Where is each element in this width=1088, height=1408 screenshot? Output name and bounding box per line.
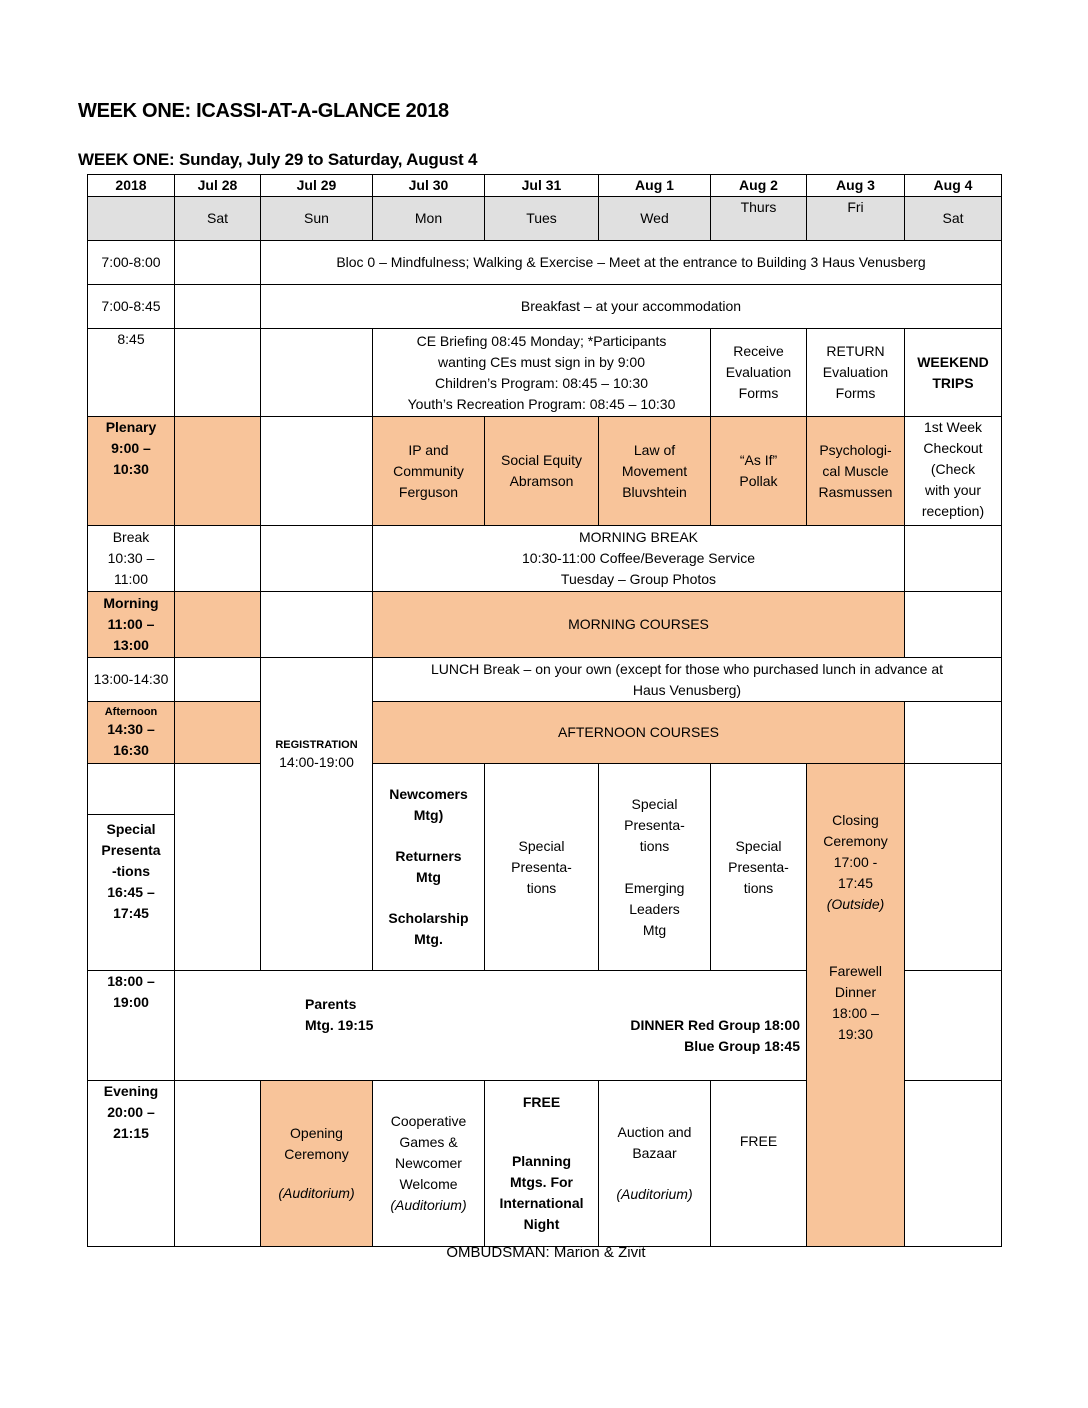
cell-line: 19:00 [113, 994, 149, 1010]
empty-cell [175, 1081, 261, 1247]
cell-line: Rasmussen [818, 483, 893, 500]
cell-line: Farewell [829, 963, 882, 979]
cell-line: Afternoon [104, 705, 158, 718]
cell-line: 14:30 – [107, 720, 155, 737]
time-cell [88, 526, 175, 592]
cell-line: 17:00 - [833, 854, 878, 870]
cell-line: Leaders [629, 900, 680, 917]
header-day: Fri [807, 197, 905, 241]
cell-line: 17:45 [113, 905, 149, 921]
document-subtitle: WEEK ONE: Sunday, July 29 to Saturday, August 4 [78, 150, 478, 169]
cell-line: Dinner [834, 984, 877, 1000]
cell-line: Games & [399, 1134, 458, 1150]
cell-line: Planning [511, 1153, 572, 1169]
cell-line: Cooperative [390, 1113, 467, 1129]
weekend-trips-cell [905, 329, 1002, 417]
empty-cell [261, 526, 373, 592]
row-breakfast [88, 285, 1002, 329]
cell-line: Mtg [642, 921, 667, 938]
time-cell: 7:00-8:00 [88, 241, 175, 285]
row-afternoon [88, 702, 1002, 764]
empty-cell [175, 764, 261, 971]
cell-line: Presenta- [624, 816, 685, 833]
header-date: Jul 31 [485, 175, 599, 197]
header-day: Wed [599, 197, 711, 241]
afternoon-courses-cell: AFTERNOON COURSES [373, 702, 905, 764]
header-date: Aug 3 [807, 175, 905, 197]
empty-cell [261, 592, 373, 658]
cell-line: Law of [633, 441, 676, 458]
ombudsman-footer [0, 1244, 1088, 1261]
cell-line: Presenta- [728, 858, 789, 875]
cell-line: Ceremony [823, 833, 888, 849]
special-presentations-cell [599, 764, 711, 971]
cell-line: Evaluation [725, 364, 792, 380]
footer-text: OMBUDSMAN: Marion & Zivit [446, 1244, 646, 1261]
cell-line: Evaluation [822, 364, 889, 380]
cell-line: FREE [739, 1133, 778, 1149]
cell-line: 16:45 – [107, 884, 155, 900]
cell-line: Special [631, 795, 678, 812]
cell-line: Tuesday – Group Photos [560, 571, 717, 587]
special-presentations-cell [711, 764, 807, 971]
plenary-cell [485, 417, 599, 526]
checkout-cell [905, 417, 1002, 526]
cell-line: tions [639, 837, 670, 854]
cell-line: Mtg. [414, 931, 443, 947]
cell-line: 10:30 [113, 461, 149, 477]
row-break [88, 526, 1002, 592]
cell-line: 10:30-11:00 Coffee/Beverage Service [522, 550, 755, 566]
empty-cell [261, 329, 373, 417]
cell-line: DINNER Red Group 18:00 [630, 1016, 800, 1033]
empty-cell [261, 417, 373, 526]
cell-line: Blue Group 18:45 [684, 1037, 800, 1054]
cell-line: REGISTRATION [275, 739, 358, 751]
row-special [88, 764, 1002, 971]
return-forms-cell [807, 329, 905, 417]
header-day: Tues [485, 197, 599, 241]
cell-line: 19:30 [837, 1026, 874, 1042]
cell-line: Presenta [101, 842, 161, 858]
cell-line: 17:45 [837, 875, 874, 891]
opening-ceremony-cell [261, 1081, 373, 1247]
bloc-0-cell: Bloc 0 – Mindfulness; Walking & Exercise – Meet at the entrance to Building 3 Haus Venusberg [261, 241, 1002, 285]
cell-line: 18:00 – [107, 973, 155, 989]
free-planning-cell [485, 1081, 599, 1247]
time-cell: 13:00-14:30 [88, 658, 175, 702]
cell-line: Movement [621, 462, 688, 479]
cell-line: Scholarship [388, 910, 469, 926]
empty-cell [905, 1081, 1002, 1247]
morning-courses-cell: MORNING COURSES [373, 592, 905, 658]
cell-line: (Outside) [826, 896, 885, 912]
cell-line: 10:30 – [107, 550, 155, 566]
cell-line: (Auditorium) [278, 1185, 355, 1201]
cell-line: 9:00 – [111, 440, 151, 456]
row-lunch [88, 658, 1002, 702]
cell-line: International [499, 1195, 584, 1211]
cell-line: “As If” [739, 452, 778, 468]
header-day-row [88, 197, 1002, 241]
morning-break-cell [373, 526, 905, 592]
ce-line: Children’s Program: 08:45 – 10:30 [435, 374, 648, 391]
empty-cell [905, 592, 1002, 658]
cell-line: Ceremony [284, 1146, 349, 1162]
cell-line: LUNCH Break – on your own (except for those who purchased lunch in advance at [430, 660, 944, 677]
header-year: 2018 [88, 175, 175, 197]
cell-line: reception) [921, 503, 985, 519]
cell-line: 21:15 [113, 1125, 149, 1141]
cell-line: (Auditorium) [390, 1197, 467, 1213]
cell-line: Special [518, 837, 565, 854]
lunch-cell [373, 658, 1002, 702]
empty-cell [175, 702, 261, 764]
header-day: Sat [175, 197, 261, 241]
cell-line: Checkout [923, 440, 983, 456]
cell-line: Morning [103, 595, 159, 611]
time-cell: 7:00-8:45 [88, 285, 175, 329]
cell-line: cal Muscle [822, 462, 889, 479]
cell-line: 16:30 [113, 741, 149, 758]
cell-line: Auction and [617, 1124, 692, 1140]
plenary-cell [599, 417, 711, 526]
time-cell [88, 417, 175, 526]
cell-line: Abramson [509, 473, 574, 489]
registration-cell [261, 658, 373, 971]
cell-line: Break [112, 529, 150, 545]
cell-line: Evening [103, 1083, 159, 1099]
time-cell: 8:45 [88, 329, 175, 417]
time-cell [88, 764, 175, 971]
header-date: Aug 2 [711, 175, 807, 197]
header-date-row [88, 175, 1002, 197]
cell-line: 11:00 [114, 571, 148, 587]
empty-cell [175, 285, 261, 329]
header-date: Jul 29 [261, 175, 373, 197]
cell-line: 1st Week [923, 419, 983, 435]
cell-line: 11:00 – [107, 616, 155, 632]
empty-cell [905, 702, 1002, 764]
header-day: Thurs [711, 197, 807, 241]
time-cell [88, 702, 175, 764]
document-title: WEEK ONE: ICASSI-AT-A-GLANCE 2018 [78, 100, 449, 122]
schedule-table [87, 174, 1002, 1247]
plenary-cell [373, 417, 485, 526]
cell-line: Haus Venusberg) [632, 681, 742, 698]
special-presentations-cell [485, 764, 599, 971]
time-cell [88, 971, 175, 1081]
auction-cell [599, 1081, 711, 1247]
cell-line: RETURN [826, 343, 885, 359]
cell-line: Returners [395, 848, 462, 864]
cell-line: Ferguson [398, 483, 459, 500]
cell-line: Social Equity [501, 452, 582, 468]
ce-line: CE Briefing 08:45 Monday; *Participants [416, 332, 667, 349]
cell-line: Mtg) [413, 807, 444, 823]
plenary-cell [711, 417, 807, 526]
cell-line: Mtg [416, 869, 441, 885]
empty-cell [175, 241, 261, 285]
time-cell [88, 1081, 175, 1247]
header-day: Sun [261, 197, 373, 241]
empty-cell [905, 971, 1002, 1081]
cell-line: Special [735, 837, 782, 854]
cell-line: Plenary [105, 419, 157, 435]
cell-line: Special [106, 821, 156, 837]
header-date: Jul 28 [175, 175, 261, 197]
cell-line: Newcomer [395, 1155, 462, 1171]
empty-cell [175, 329, 261, 417]
time-cell [88, 592, 175, 658]
cell-line: Night [523, 1216, 560, 1232]
cell-line: Mtgs. For [510, 1174, 573, 1190]
cell-line: Forms [738, 385, 779, 401]
cell-line: 14:00-19:00 [279, 754, 354, 770]
cell-line: 13:00 [113, 637, 149, 653]
empty-cell [905, 764, 1002, 971]
cell-line: MORNING BREAK [578, 529, 698, 545]
empty-cell [175, 417, 261, 526]
receive-forms-cell [711, 329, 807, 417]
empty-cell [175, 592, 261, 658]
header-date: Jul 30 [373, 175, 485, 197]
cell-line: 20:00 – [107, 1104, 155, 1120]
empty-cell [175, 526, 261, 592]
row-plenary [88, 417, 1002, 526]
newcomers-cell [373, 764, 485, 971]
cell-line: Opening [290, 1125, 343, 1141]
ce-line: Youth’s Recreation Program: 08:45 – 10:30 [407, 395, 676, 412]
cell-line: Psychologi- [819, 441, 892, 458]
cell-line: Bazaar [632, 1145, 677, 1161]
cell-line: with your [924, 482, 982, 498]
header-blank [88, 197, 175, 241]
closing-farewell-cell [807, 764, 905, 1247]
cell-line: FREE [522, 1094, 561, 1110]
breakfast-cell: Breakfast – at your accommodation [261, 285, 1002, 329]
header-day: Sat [905, 197, 1002, 241]
cell-line: Closing [832, 812, 879, 828]
empty-cell [175, 658, 261, 702]
ce-line: wanting CEs must sign in by 9:00 [438, 353, 645, 370]
cell-line: -tions [111, 863, 151, 879]
header-day: Mon [373, 197, 485, 241]
header-date: Aug 1 [599, 175, 711, 197]
cell-line: tions [743, 879, 774, 896]
cell-line: 18:00 – [832, 1005, 879, 1021]
row-7-00 [88, 241, 1002, 285]
cooperative-games-cell [373, 1081, 485, 1247]
cell-line: Presenta- [511, 858, 572, 875]
cell-line: Mtg. 19:15 [305, 1016, 374, 1033]
row-8-45 [88, 329, 1002, 417]
free-cell [711, 1081, 807, 1247]
cell-line: TRIPS [932, 374, 974, 391]
cell-line: Emerging [624, 879, 685, 896]
cell-line: Forms [835, 385, 876, 401]
empty-cell [905, 526, 1002, 592]
cell-line: Parents [305, 995, 357, 1012]
row-morning [88, 592, 1002, 658]
dinner-cell [175, 971, 807, 1081]
cell-line: Receive [733, 343, 784, 359]
cell-line: IP and [408, 441, 449, 458]
cell-line: Bluvshtein [622, 483, 687, 500]
cell-line: Welcome [399, 1176, 458, 1192]
cell-line: WEEKEND [917, 353, 989, 370]
cell-line: Community [393, 462, 464, 479]
cell-line: (Auditorium) [616, 1186, 693, 1202]
header-date: Aug 4 [905, 175, 1002, 197]
plenary-cell [807, 417, 905, 526]
cell-line: (Check [930, 461, 976, 477]
cell-line: tions [526, 879, 557, 896]
ce-briefing-cell [373, 329, 711, 417]
cell-line: Newcomers [389, 786, 468, 802]
cell-line: Pollak [739, 473, 778, 489]
